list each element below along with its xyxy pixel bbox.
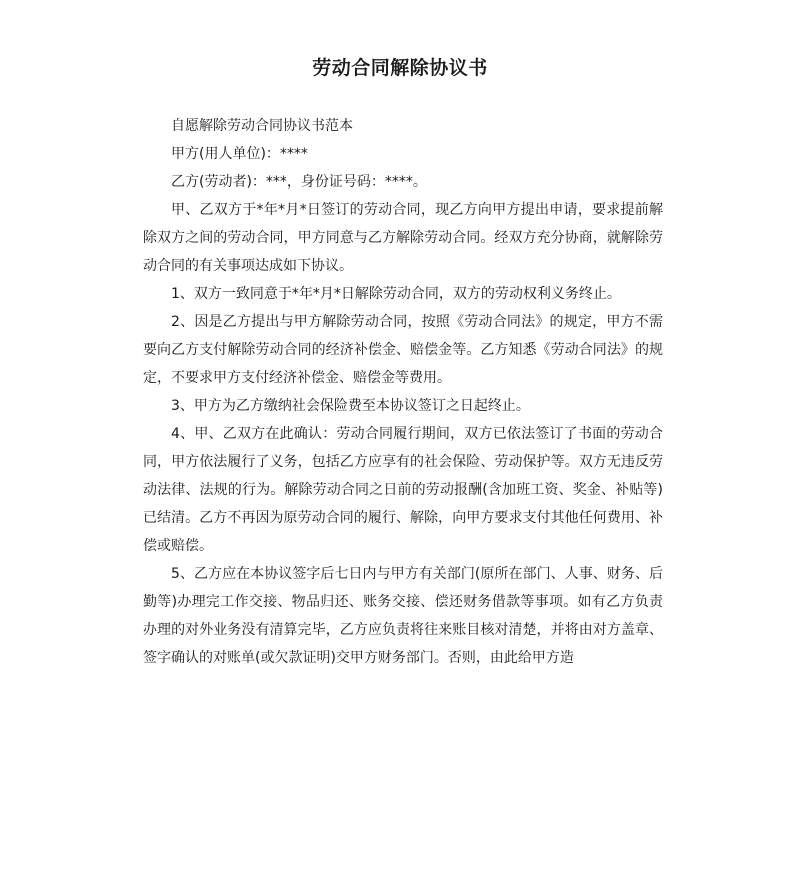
document-title: 劳动合同解除协议书 xyxy=(312,57,488,79)
paragraph-sample-label: 自愿解除劳动合同协议书范本 xyxy=(171,118,353,134)
paragraph-party-b: 乙方(劳动者)：***，身份证号码：****。 xyxy=(171,174,427,190)
paragraph-party-a: 甲方(用人单位)：**** xyxy=(171,146,308,162)
document-body xyxy=(143,112,663,672)
paragraph-clause-2: 2、因是乙方提出与甲方解除劳动合同，按照《劳动合同法》的规定，甲方不需要向乙方支付解除劳动合同的经济补偿金、赔偿金等。乙方知悉《劳动合同法》的规定，不要求甲方支付经济补偿金、赔偿金等费用。 xyxy=(143,314,663,386)
paragraph-clause-3: 3、甲方为乙方缴纳社会保险费至本协议签订之日起终止。 xyxy=(171,398,530,414)
paragraph-clause-1: 1、双方一致同意于*年*月*日解除劳动合同，双方的劳动权利义务终止。 xyxy=(171,286,621,302)
paragraph-clause-5: 5、乙方应在本协议签字后七日内与甲方有关部门(原所在部门、人事、财务、后勤等)办理完工作交接、物品归还、账务交接、偿还财务借款等事项。如有乙方负责办理的对外业务没有清算完毕，乙方应负责将往来账目核对清楚，并将由对方盖章、签字确认的对账单(或欠款证明)交甲方财务部门。否则，由此给甲方造 xyxy=(143,566,663,666)
paragraph-preamble: 甲、乙双方于*年*月*日签订的劳动合同，现乙方向甲方提出申请，要求提前解除双方之间的劳动合同，甲方同意与乙方解除劳动合同。经双方充分协商，就解除劳动合同的有关事项达成如下协议。 xyxy=(143,202,663,274)
paragraph-clause-4: 4、甲、乙双方在此确认：劳动合同履行期间，双方已依法签订了书面的劳动合同，甲方依法履行了义务，包括乙方应享有的社会保险、劳动保护等。双方无违反劳动法律、法规的行为。解除劳动合同之日前的劳动报酬(含加班工资、奖金、补贴等)已结清。乙方不再因为原劳动合同的履行、解除，向甲方要求支付其他任何费用、补偿或赔偿。 xyxy=(143,426,663,554)
